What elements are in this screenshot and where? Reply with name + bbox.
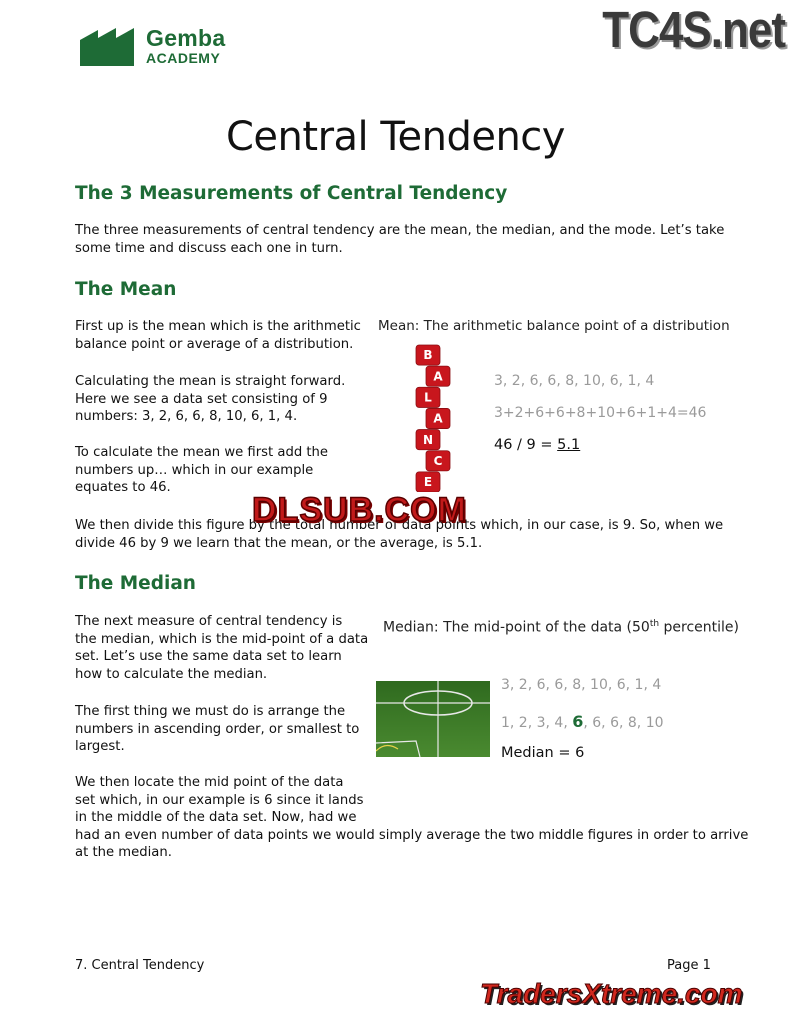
text-line: balance point or average of a distribution. [75,336,354,352]
text-line: numbers up… which in our example [75,462,314,478]
text-line: To calculate the mean we first add the [75,445,329,460]
mean-paragraph-3 [75,444,328,497]
median-figure-caption [383,619,739,636]
text-line: We then divide this figure by the total number of data points which, in our case, is 9. So, when we [75,518,724,533]
text-line: set which, in our example is 6 since it lands [75,792,364,808]
dice-letter: A [433,411,443,426]
median-paragraph-1 [75,613,368,683]
dice-letter: L [424,390,432,405]
text-line: equates to 46. [75,480,171,496]
text-line: set. Let’s use the same data set to learn [75,649,342,665]
page-title: Central Tendency [226,114,565,160]
text-line: how to calculate the median. [75,666,268,682]
dice-block [416,387,440,407]
mean-figure-caption: Mean: The arithmetic balance point of a distribution [378,318,730,334]
text-line: The first thing we must do is arrange the [75,704,346,719]
intro-line: The three measurements of central tendency are the mean, the median, and the mode. Let’s take [75,223,725,238]
text-line: had an even number of data points we would simply average the two middle figures in order to arrive [75,827,749,843]
mean-data-set: 3, 2, 6, 6, 8, 10, 6, 1, 4 [494,373,655,389]
dice-letter: C [433,453,443,468]
dice-letter: E [423,475,433,490]
dice-letter: A [433,369,443,384]
dice-block [416,472,440,492]
text-line: the median, which is the mid-point of a data [75,631,369,647]
text-line: We then locate the mid point of the data [75,775,344,790]
median-sorted-set [501,712,664,731]
text-line: largest. [75,739,125,755]
text-line: at the median. [75,845,172,861]
dice-letter: N [422,432,434,447]
mean-sum: 3+2+6+6+8+10+6+1+4=46 [494,405,707,421]
mean-result [494,437,580,453]
dice-block [426,366,450,386]
mean-result-value: 5.1 [557,437,581,453]
caption-superscript: th [649,619,660,629]
sorted-suffix: , 6, 6, 8, 10 [583,715,664,731]
dice-block [426,451,450,471]
watermark-bottom: TradersXtreme.com [480,978,743,1009]
mean-result-prefix: 46 / 9 = [494,437,558,453]
logo-subtitle: ACADEMY [146,50,221,66]
sorted-prefix: 1, 2, 3, 4, [501,715,573,731]
watermark-middle: DLSUB.COM [252,491,467,529]
dice-block [416,345,440,365]
text-line: numbers: 3, 2, 6, 6, 8, 10, 6, 1, 4. [75,409,298,425]
logo-wordmark: Gemba [146,25,226,51]
intro-paragraph [75,222,724,257]
text-line: First up is the mean which is the arithmetic [75,319,361,334]
section-heading-measurements: The 3 Measurements of Central Tendency [75,183,508,204]
section-heading-mean: The Mean [75,279,177,300]
mean-paragraph-1 [75,318,361,353]
footer-page-number: Page 1 [667,958,711,973]
caption-text: percentile) [659,619,739,636]
dice-block [426,408,450,428]
dice-block [416,430,440,450]
dice-letter: B [423,348,433,363]
median-paragraph-3 [75,774,748,862]
text-line: divide 46 by 9 we learn that the mean, or the average, is 5.1. [75,535,483,551]
mean-paragraph-2 [75,373,345,426]
caption-text: Median: The mid-point of the data (50 [383,619,650,636]
balance-dice-icon [408,344,466,492]
text-line: Here we see a data set consisting of 9 [75,391,328,407]
soccer-field-icon [376,681,490,757]
text-line: Calculating the mean is straight forward. [75,374,346,389]
footer-chapter: 7. Central Tendency [75,958,205,973]
median-data-set: 3, 2, 6, 6, 8, 10, 6, 1, 4 [501,677,662,693]
section-heading-median: The Median [75,573,196,594]
median-result: Median = 6 [501,745,585,761]
text-line: The next measure of central tendency is [75,614,343,629]
median-highlight: 6 [572,712,584,731]
text-line: numbers in ascending order, or smallest to [75,721,360,737]
median-paragraph-2 [75,703,359,756]
intro-line: some time and discuss each one in turn. [75,240,343,256]
watermark-top: TC4S.net [602,2,785,59]
text-line: in the middle of the data set. Now, had we [75,810,357,826]
